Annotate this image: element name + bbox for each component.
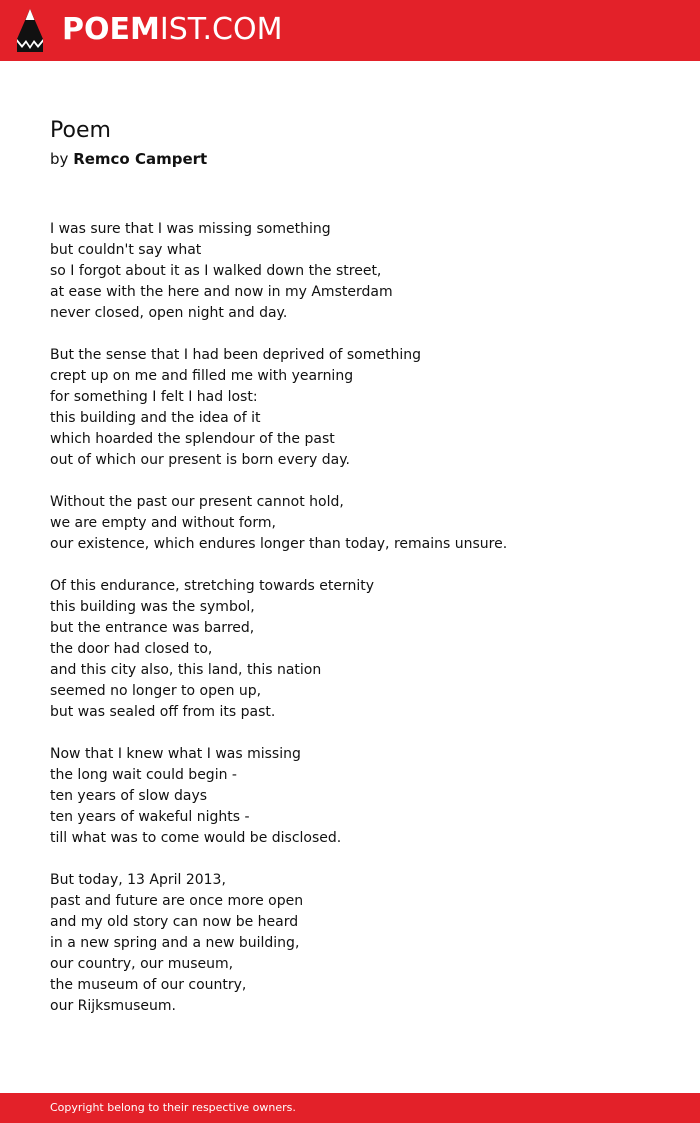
poem-line: but was sealed off from its past.: [50, 704, 276, 720]
poem-line: Of this endurance, stretching towards eternity: [50, 578, 375, 594]
poem-line: and my old story can now be heard: [50, 914, 299, 930]
stanza: [50, 492, 670, 555]
poem-line: Without the past our present cannot hold,: [50, 494, 344, 510]
site-footer: [0, 1093, 700, 1123]
poem-line: never closed, open night and day.: [50, 305, 288, 321]
poem-line: for something I felt I had lost:: [50, 389, 258, 405]
poem-line: our Rijksmuseum.: [50, 998, 176, 1014]
poem-line: in a new spring and a new building,: [50, 935, 300, 951]
stanza: [50, 870, 670, 1017]
pencil-tip-icon[interactable]: [17, 9, 43, 52]
poem-line: past and future are once more open: [50, 893, 304, 909]
poem-author: Remco Campert: [73, 150, 208, 168]
poem-line: so I forgot about it as I walked down the street,: [50, 263, 382, 279]
poem-line: seemed no longer to open up,: [50, 683, 262, 699]
poem-line: our country, our museum,: [50, 956, 234, 972]
poem-line: out of which our present is born every day.: [50, 452, 350, 468]
copyright-notice: Copyright belong to their respective owners.: [50, 1101, 296, 1114]
poem-line: till what was to come would be disclosed.: [50, 830, 342, 846]
poem-line: But today, 13 April 2013,: [50, 872, 226, 888]
poem-line: but couldn't say what: [50, 242, 202, 258]
stanza: [50, 744, 670, 849]
stanza: [50, 576, 670, 723]
poem-line: this building and the idea of it: [50, 410, 261, 426]
poem-line: the museum of our country,: [50, 977, 247, 993]
poem-line: ten years of wakeful nights -: [50, 809, 250, 825]
poem-line: we are empty and without form,: [50, 515, 276, 531]
logo-text-strong: POEM: [62, 12, 160, 47]
stanza: [50, 345, 670, 471]
byline: [50, 149, 207, 169]
poem-line: I was sure that I was missing something: [50, 221, 331, 237]
site-header: [0, 0, 700, 61]
poem-body: [50, 219, 670, 1038]
poem-line: But the sense that I had been deprived of something: [50, 347, 421, 363]
poem-line: and this city also, this land, this nation: [50, 662, 322, 678]
poem-line: the door had closed to,: [50, 641, 213, 657]
poem-line: our existence, which endures longer than today, remains unsure.: [50, 536, 508, 552]
logo-text-light: IST.COM: [159, 12, 283, 47]
by-label: by: [50, 150, 69, 168]
poem-line: crept up on me and filled me with yearning: [50, 368, 354, 384]
poem-line: ten years of slow days: [50, 788, 208, 804]
site-logo[interactable]: [62, 13, 282, 47]
poem-line: this building was the symbol,: [50, 599, 255, 615]
poem-line: which hoarded the splendour of the past: [50, 431, 335, 447]
poem-line: but the entrance was barred,: [50, 620, 255, 636]
poem-title: Poem: [50, 118, 111, 143]
poem-line: Now that I knew what I was missing: [50, 746, 301, 762]
stanza: [50, 219, 670, 324]
poem-line: the long wait could begin -: [50, 767, 237, 783]
poem-line: at ease with the here and now in my Amsterdam: [50, 284, 393, 300]
